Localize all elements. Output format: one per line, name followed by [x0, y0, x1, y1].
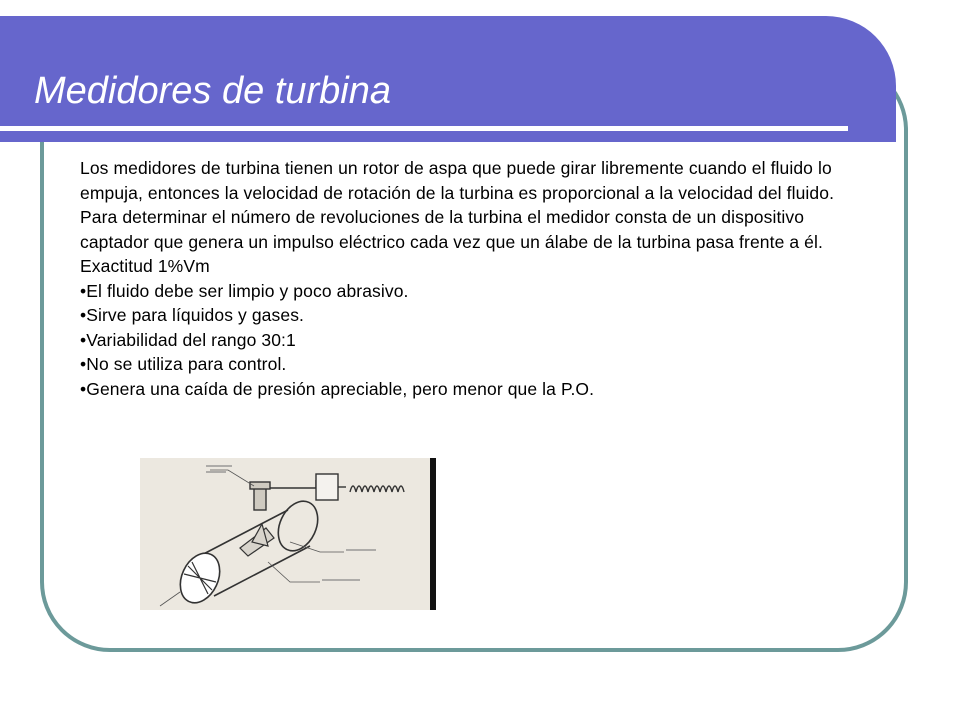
- signal-output: [316, 474, 404, 500]
- slide-body: [80, 156, 870, 401]
- accuracy-line: Exactitud 1%Vm: [80, 256, 210, 276]
- list-item: • Genera una caída de presión apreciable, pero menor que la P.O.: [80, 377, 870, 402]
- feature-list: [80, 279, 870, 402]
- illegible-labels: [206, 466, 376, 580]
- figure-edge: [430, 458, 436, 610]
- description-paragraph: Los medidores de turbina tienen un rotor de aspa que puede girar libremente cuando el fluido lo empuja, entonces la velocidad de rotación de la turbina es proporcional a la velocidad del fluido. Para determinar el número de revoluciones de la turbina el medidor consta de un dispositivo captador que genera un impulso eléctrico cada vez que un álabe de la turbina pasa frente a él.: [80, 158, 835, 252]
- list-item: • Variabilidad del rango 30:1: [80, 328, 870, 353]
- turbine-meter-drawing: [140, 458, 436, 610]
- rotor: [240, 524, 274, 556]
- list-item: • Sirve para líquidos y gases.: [80, 303, 870, 328]
- title-underline: [0, 126, 848, 131]
- list-item: • El fluido debe ser limpio y poco abrasivo.: [80, 279, 870, 304]
- turbine-meter-illustration: [140, 458, 436, 610]
- slide-title: Medidores de turbina: [34, 70, 391, 112]
- pickup-sensor: [250, 480, 316, 510]
- list-item: • No se utiliza para control.: [80, 352, 870, 377]
